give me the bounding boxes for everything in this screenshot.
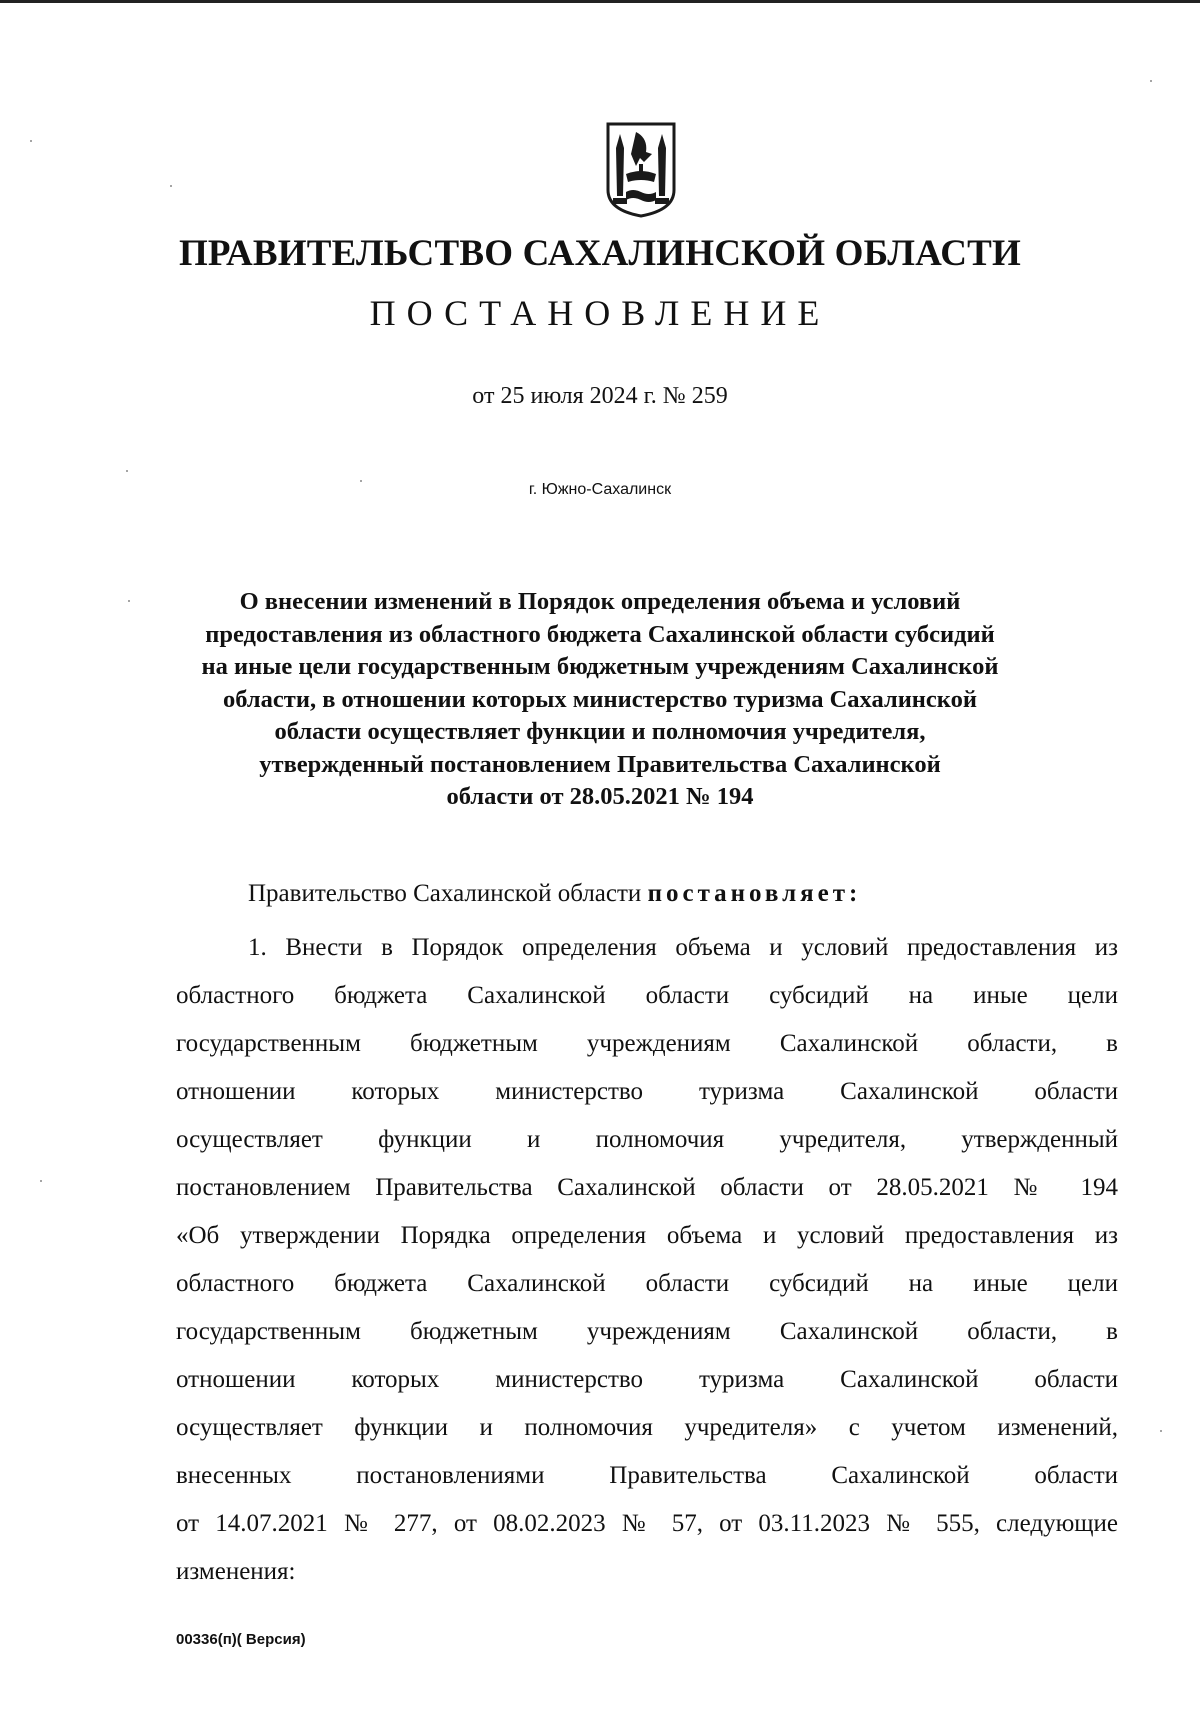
- scan-speck: [40, 1180, 42, 1182]
- paragraph-line: государственным бюджетным учреждениям Сахалинской области, в: [176, 1030, 1118, 1057]
- scan-speck: [360, 480, 362, 482]
- scan-speck: [170, 185, 172, 187]
- subject-line: области, в отношении которых министерство туризма Сахалинской: [223, 685, 977, 713]
- document-city: г. Южно-Сахалинск: [528, 481, 672, 498]
- intro-text: Правительство Сахалинской области: [248, 880, 648, 907]
- paragraph-line: областного бюджета Сахалинской области субсидий на иные цели: [176, 982, 1118, 1009]
- paragraph-line: изменения:: [176, 1558, 296, 1585]
- scan-speck: [1150, 80, 1152, 82]
- paragraph-line: областного бюджета Сахалинской области субсидий на иные цели: [176, 1270, 1118, 1297]
- document-version-code: 00336(п)( Версия): [176, 1631, 306, 1648]
- paragraph-line: от 14.07.2021 № 277, от 08.02.2023 № 57, от 03.11.2023 № 555, следующие: [176, 1510, 1118, 1537]
- paragraph-line: государственным бюджетным учреждениям Сахалинской области, в: [176, 1318, 1118, 1345]
- paragraph-line: внесенных постановлениями Правительства Сахалинской области: [176, 1462, 1118, 1489]
- paragraph-1: [176, 924, 1118, 1596]
- subject-line: О внесении изменений в Порядок определения объема и условий: [239, 588, 961, 615]
- paragraph-line: осуществляет функции и полномочия учредителя» с учетом изменений,: [176, 1414, 1118, 1441]
- subject-line: на иные цели государственным бюджетным учреждениям Сахалинской: [201, 653, 999, 680]
- scan-top-edge: [0, 0, 1200, 3]
- scan-speck: [128, 600, 130, 602]
- subject-line: области от 28.05.2021 № 194: [446, 783, 754, 810]
- subject-line: предоставления из областного бюджета Сахалинской области субсидий: [205, 620, 995, 648]
- subject-line: области осуществляет функции и полномочия учредителя,: [274, 718, 926, 745]
- scan-speck: [30, 140, 32, 142]
- document-type: ПОСТАНОВЛЕНИЕ: [369, 293, 831, 333]
- scan-speck: [126, 470, 128, 472]
- document-subject: [170, 586, 1030, 814]
- paragraph-line: «Об утверждении Порядка определения объема и условий предоставления из: [176, 1222, 1118, 1249]
- government-name: ПРАВИТЕЛЬСТВО САХАЛИНСКОЙ ОБЛАСТИ: [178, 233, 1022, 274]
- document-date-number: от 25 июля 2024 г. № 259: [472, 383, 728, 409]
- paragraph-line: 1. Внести в Порядок определения объема и условий предоставления из: [248, 934, 1118, 961]
- resolution-intro: [248, 880, 861, 908]
- paragraph-line: отношении которых министерство туризма Сахалинской области: [176, 1366, 1118, 1393]
- subject-line: утвержденный постановлением Правительства Сахалинской: [259, 750, 941, 778]
- paragraph-line: постановлением Правительства Сахалинской области от 28.05.2021 № 194: [176, 1174, 1118, 1201]
- coat-of-arms-icon: [596, 118, 686, 218]
- paragraph-line: осуществляет функции и полномочия учредителя, утвержденный: [176, 1126, 1118, 1153]
- scan-speck: [1160, 1430, 1162, 1432]
- paragraph-line: отношении которых министерство туризма Сахалинской области: [176, 1078, 1118, 1105]
- intro-keyword: постановляет:: [647, 880, 862, 907]
